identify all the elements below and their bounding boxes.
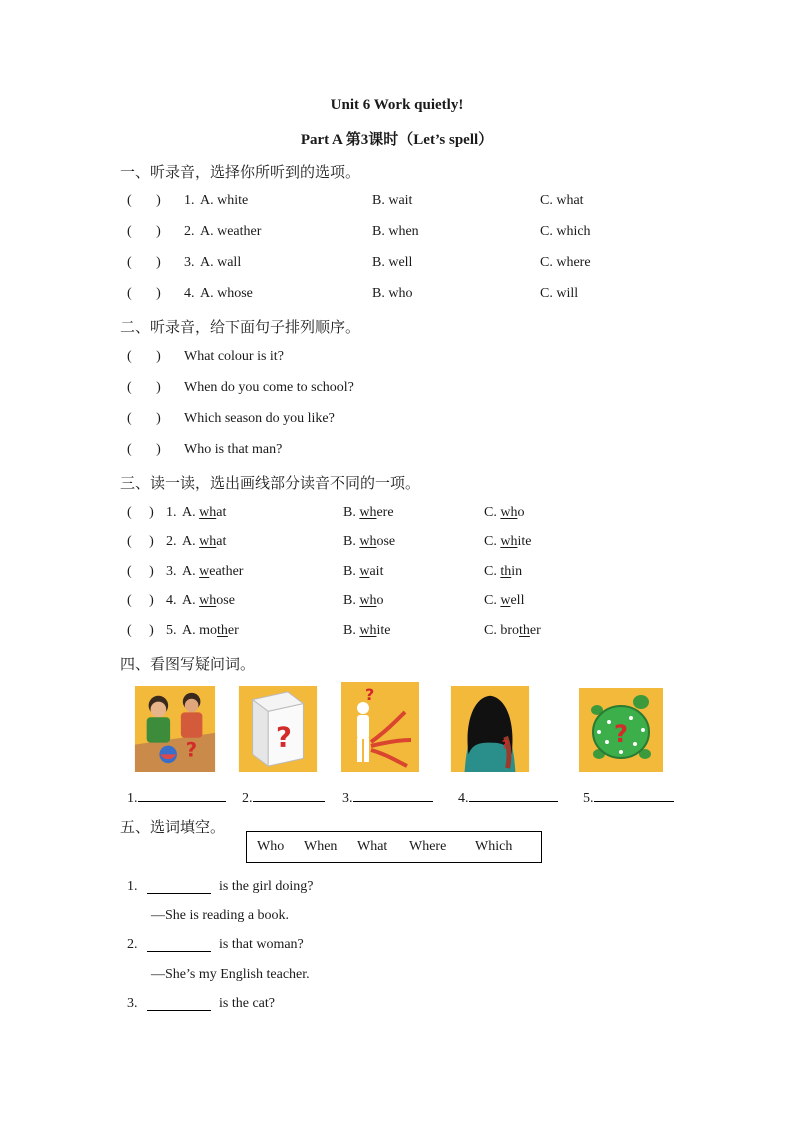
item-number: 5. [166, 623, 177, 638]
option-b [343, 564, 383, 580]
section5-heading: 五、选词填空。 [120, 818, 226, 836]
svg-text:?: ? [276, 722, 292, 754]
option-text: ell [510, 593, 525, 608]
option-text: A. [182, 593, 200, 608]
answer-text: —She’s my English teacher. [151, 967, 310, 982]
option-text: at [216, 505, 227, 520]
word-bank-word: Which [475, 839, 513, 854]
option-text: ait [369, 564, 384, 579]
option-a [182, 593, 235, 609]
answer-blank[interactable] [469, 787, 558, 802]
sentence: Which season do you like? [184, 411, 335, 426]
option-text: er [227, 623, 239, 638]
answer-blank[interactable] [138, 787, 226, 802]
item-number: 1. [166, 505, 177, 520]
item-number: 3. [166, 564, 177, 579]
underlined-letters: th [217, 623, 228, 638]
option-b [343, 593, 383, 609]
option-text: er [529, 623, 541, 638]
question-text: is the cat? [219, 996, 275, 1011]
person-arrows-icon [341, 682, 419, 772]
option-b: B. wait [372, 193, 413, 208]
option-text: in [511, 564, 523, 579]
word-bank [246, 831, 542, 863]
word-bank-word: When [304, 839, 338, 854]
girl-back-icon [450, 686, 530, 772]
underlined-letters: wh [359, 593, 377, 608]
box-icon [238, 686, 318, 772]
order-paren[interactable]: ( ) [127, 442, 161, 457]
answer-paren[interactable]: ( ) [127, 255, 161, 270]
option-c: C. which [540, 224, 591, 239]
answer-blank[interactable] [594, 787, 674, 802]
option-b: B. when [372, 224, 419, 239]
section3-heading: 三、读一读，选出画线部分读音不同的一项。 [120, 474, 421, 492]
picture-answer [458, 787, 558, 807]
svg-text:?: ? [501, 737, 509, 752]
svg-text:?: ? [614, 720, 628, 748]
word-bank-word: Where [409, 839, 447, 854]
answer-label: 2. [242, 791, 253, 806]
question-number: 1. [127, 879, 138, 894]
answer-paren[interactable]: ( ) [127, 193, 161, 208]
picture-answer [242, 787, 325, 807]
section2-heading: 二、听录音，给下面句子排列顺序。 [120, 318, 361, 336]
option-text: ite [376, 623, 391, 638]
svg-text:?: ? [365, 685, 375, 704]
question-number: 2. [127, 937, 138, 952]
option-b: B. who [372, 286, 413, 301]
item-number: 4. [184, 286, 195, 301]
word-bank-word: Who [257, 839, 285, 854]
underlined-letters: wh [199, 534, 217, 549]
option-a [182, 623, 239, 639]
option-a [182, 564, 243, 580]
answer-paren[interactable]: ( ) [127, 593, 154, 608]
option-c: C. where [540, 255, 591, 270]
option-text: B. [343, 564, 360, 579]
answer-label: 1. [127, 791, 138, 806]
option-text: B. [343, 593, 360, 608]
underlined-letters: wh [199, 593, 217, 608]
option-text: ere [376, 505, 394, 520]
question-text: is the girl doing? [219, 879, 314, 894]
answer-paren[interactable]: ( ) [127, 623, 154, 638]
picture-answer [342, 787, 433, 807]
underlined-letters: wh [359, 534, 377, 549]
item-number: 2. [184, 224, 195, 239]
option-text: ose [376, 534, 396, 549]
sentence: Who is that man? [184, 442, 283, 457]
option-text: C. bro [484, 623, 519, 638]
option-text: A. [182, 534, 200, 549]
option-c [484, 505, 524, 521]
answer-paren[interactable]: ( ) [127, 286, 161, 301]
option-text: o [517, 505, 525, 520]
section1-heading: 一、听录音，选择你所听到的选项。 [120, 163, 361, 181]
underlined-letters: wh [500, 505, 518, 520]
answer-text: —She is reading a book. [151, 908, 290, 923]
option-a [182, 505, 226, 521]
underlined-letters: w [359, 564, 370, 579]
fill-blank[interactable] [147, 879, 211, 894]
underlined-letters: wh [359, 505, 377, 520]
option-c [484, 564, 522, 580]
option-text: B. [343, 505, 360, 520]
option-text: C. [484, 593, 501, 608]
option-a: A. whose [200, 286, 253, 301]
option-c [484, 623, 541, 639]
option-b [343, 505, 394, 521]
fill-blank[interactable] [147, 996, 211, 1011]
option-a [182, 534, 226, 550]
option-c [484, 593, 524, 609]
underlined-letters: th [500, 564, 512, 579]
option-text: B. [343, 623, 360, 638]
answer-label: 3. [342, 791, 353, 806]
answer-paren[interactable]: ( ) [127, 224, 161, 239]
option-text: ite [517, 534, 532, 549]
answer-paren[interactable]: ( ) [127, 505, 154, 520]
option-b: B. well [372, 255, 413, 270]
page-subtitle: Part A 第3课时（Let’s spell） [300, 132, 494, 148]
word-bank-word: What [357, 839, 388, 854]
option-text: o [376, 593, 384, 608]
underlined-letters: wh [359, 623, 377, 638]
option-text: A. [182, 564, 200, 579]
answer-label: 4. [458, 791, 469, 806]
option-text: C. [484, 534, 501, 549]
underlined-letters: wh [500, 534, 518, 549]
question-number: 3. [127, 996, 138, 1011]
answer-paren[interactable]: ( ) [127, 534, 154, 549]
answer-paren[interactable]: ( ) [127, 564, 154, 579]
item-number: 1. [184, 193, 195, 208]
option-text: C. [484, 505, 501, 520]
section4-heading: 四、看图写疑问词。 [120, 655, 256, 673]
option-c: C. will [540, 286, 579, 301]
underlined-letters: th [519, 623, 530, 638]
item-number: 2. [166, 534, 177, 549]
fill-blank[interactable] [147, 937, 211, 952]
option-text: A. [182, 505, 200, 520]
order-paren[interactable]: ( ) [127, 411, 161, 426]
option-c: C. what [540, 193, 584, 208]
answer-blank[interactable] [353, 787, 433, 802]
item-number: 3. [184, 255, 195, 270]
picture-answer [583, 787, 674, 807]
answer-label: 5. [583, 791, 594, 806]
option-text: C. [484, 564, 501, 579]
underlined-letters: wh [199, 505, 217, 520]
option-c [484, 534, 531, 550]
question-text: is that woman? [219, 937, 304, 952]
turtle-icon [579, 688, 663, 772]
option-text: ose [216, 593, 235, 608]
option-text: B. [343, 534, 360, 549]
page-title: Unit 6 Work quietly! [330, 97, 464, 113]
sentence: What colour is it? [184, 349, 284, 364]
item-number: 4. [166, 593, 177, 608]
underlined-letters: w [500, 593, 511, 608]
option-text: at [216, 534, 227, 549]
underlined-letters: w [199, 564, 210, 579]
option-text: A. mo [182, 623, 217, 638]
picture-answer [127, 787, 226, 807]
order-paren[interactable]: ( ) [127, 380, 161, 395]
sentence: When do you come to school? [184, 380, 354, 395]
option-a: A. white [200, 193, 249, 208]
svg-text:?: ? [185, 738, 198, 762]
option-a: A. weather [200, 224, 262, 239]
option-b [343, 534, 395, 550]
option-b [343, 623, 390, 639]
option-a: A. wall [200, 255, 242, 270]
two-children-ball-icon [134, 686, 216, 772]
answer-blank[interactable] [253, 787, 325, 802]
order-paren[interactable]: ( ) [127, 349, 161, 364]
option-text: eather [209, 564, 244, 579]
